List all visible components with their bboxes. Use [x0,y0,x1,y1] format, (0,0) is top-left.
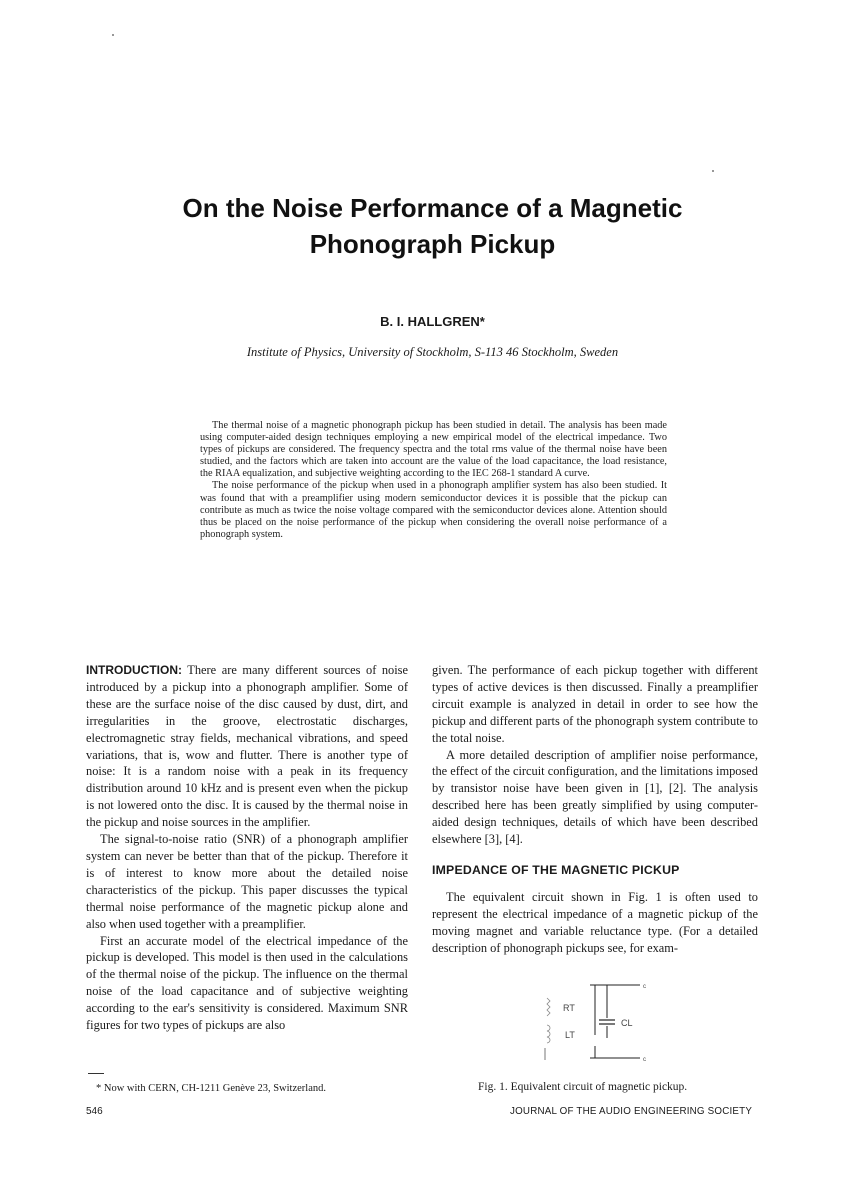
intro-paragraph-3: First an accurate model of the electrical impedance of the pickup is developed. This model is then used in the calculations of the thermal noise of the pickup. The influence on the thermal noise of the load capacitance and of subjective weighting according to the ear's sensitivity is considered. Maximum SNR figures for two types of pickups are also [86,933,408,1033]
circuit-label-lt: LT [565,1030,575,1040]
body-column-right [432,662,758,957]
footnote-rule [88,1073,104,1074]
title-line-2: Phonograph Pickup [309,229,556,259]
scan-speck [112,34,114,36]
paper-title [120,190,745,262]
body-paragraph-continued: given. The performance of each pickup together with different types of active devices is then discussed. Finally a preamplifier circuit example is analyzed in detail in order to see how the pickup and different parts of the phonograph system contribute to the total noise. [432,663,758,745]
impedance-paragraph-1: The equivalent circuit shown in Fig. 1 is often used to represent the electrical impedance of a magnetic pickup of the moving magnet and variable reluctance type. (For a detailed description of phonograph pickups see, for exam- [432,889,758,955]
author-affiliation: Institute of Physics, University of Stockholm, S-113 46 Stockholm, Sweden [246,345,619,359]
circuit-resistor-rt [547,998,550,1016]
intro-paragraph-1-text: There are many different sources of noise introduced by a pickup into a phonograph amplifier. Some of these are the surface noise of the disc caused by dust, dirt, and irregularities in the groove, electrostatic discharges, electromagnetic stray fields, mechanical vibrations, and speed variations, that is, wow and flutter. There is another type of noise: It is a random noise with a peak in its frequency distribution around 10 kHz and is present even when the pickup is not lowered onto the disc. It is caused by the thermal noise in the pickup and noise sources in the amplifier. [86,663,408,830]
intro-paragraph-2: The signal-to-noise ratio (SNR) of a phonograph amplifier system can never be better than that of the pickup. Therefore it is of interest to know more about the detailed noise characteristics of the pickup. This paper discusses the typical thermal noise performance of the magnetic pickup alone and also when used together with a preamplifier. [86,832,408,931]
circuit-label-cl: CL [621,1018,633,1028]
scan-speck [712,170,714,172]
abstract-paragraph-1: The thermal noise of a magnetic phonograph pickup has been studied in detail. The analysis has been made using computer-aided design techniques employing a new empirical model of the electrical impedance. Two types of pickups are considered. The frequency spectra and the total rms value of the thermal noise have been studied, and the factors which are taken into account are the value of the load capacitance, the load resistance, the RIAA equalization, and subjective weighting according to the IEC 268-1 standard A curve. [200,420,667,480]
page-number: 546 [86,1106,103,1117]
journal-name: JOURNAL OF THE AUDIO ENGINEERING SOCIETY [510,1106,753,1117]
title-line-1: On the Noise Performance of a Magnetic [182,193,683,223]
figure-caption: Fig. 1. Equivalent circuit of magnetic pickup. [478,1081,688,1093]
circuit-terminal-top: c [643,984,646,990]
intro-paragraph-1 [86,662,408,831]
circuit-terminal-bottom: c [643,1057,646,1062]
body-paragraph-references: A more detailed description of amplifier noise performance, the effect of the circuit configuration, and the limitations imposed by transistor noise have been given in [1], [2]. The analysis described here has been greatly simplified by using computer-aided design techniques, details of which have been described elsewhere [3], [4]. [432,747,758,847]
intro-heading: INTRODUCTION: [86,663,182,677]
circuit-label-rt: RT [563,1003,575,1013]
equivalent-circuit-figure [535,980,655,1062]
author-name: B. I. HALLGREN* [380,314,485,329]
abstract-paragraph-2: The noise performance of the pickup when used in a phonograph amplifier system has also been studied. It was found that with a preamplifier using modern semiconductor devices it is possible that the pickup can contribute as much as twice the noise voltage compared with the semiconductor devices alone. Attention should thus be placed on the noise performance of the pickup when considering the overall noise performance of a phonograph system. [200,480,667,540]
body-column-left [86,662,408,1034]
section-heading-impedance: IMPEDANCE OF THE MAGNETIC PICKUP [432,862,680,877]
abstract [200,420,667,541]
circuit-inductor-lt [547,1025,550,1043]
footnote: * Now with CERN, CH-1211 Genève 23, Switzerland. [96,1083,326,1094]
